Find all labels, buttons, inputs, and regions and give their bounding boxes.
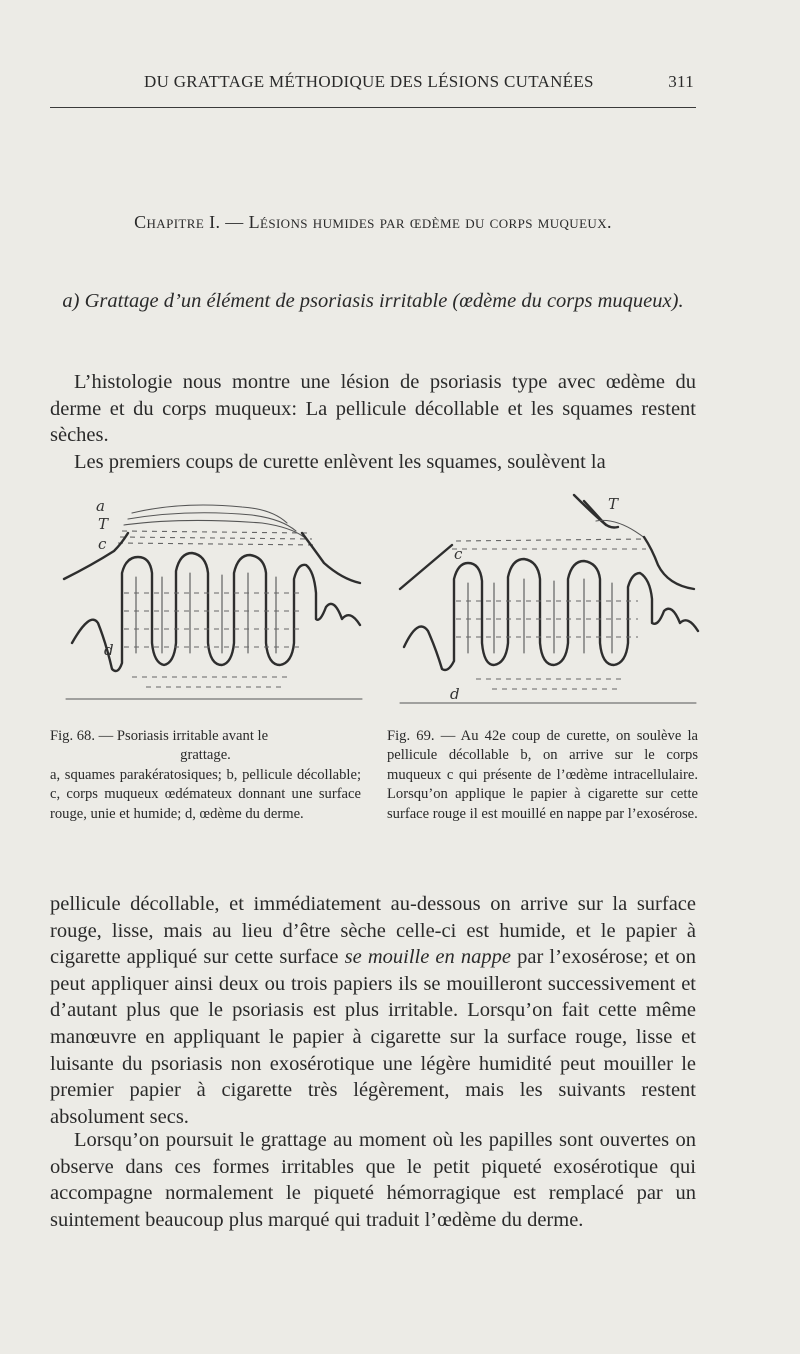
figure-68-illustration xyxy=(62,493,374,711)
paragraph-surface-humid-b: par l’exosérose; et on peut appliquer ainsi deux ou trois papiers ils se mouilleront successivement et d’autant plus que le psoriasis est plus irritable. Lorsqu’on fait cette même manœuvre en appliquant le papier à cigarette sur la surface rouge, lisse et luisante du psoriasis non exosérotique une légère humidité peut mouiller le premier papier à cigarette très légèrement, mais les suivants restent absolument secs. xyxy=(50,946,696,1128)
paragraph-emphasis: se mouille en nappe xyxy=(344,946,511,969)
figure-69-illustration xyxy=(396,493,708,711)
fig68-label-a: a xyxy=(96,497,105,515)
running-head-title: DU GRATTAGE MÉTHODIQUE DES LÉSIONS CUTANÉES xyxy=(144,72,594,91)
paragraph-surface-humid-a: pellicule décollable, et immédiatement au-dessous on arrive sur la surface rouge, lisse, mais au lieu d’être sèche celle-ci est humide, et le papier à cigarette appliqué sur cette surface xyxy=(50,893,696,969)
fig68-label-c: c xyxy=(98,535,107,553)
paragraph-papillae: Lorsqu’on poursuit le grattage au moment où les papilles sont ouvertes on observe dans ces formes irritables que le petit piqueté exosérotique qui accompagne normalement le piqueté hémorragique est remplacé par un suintement beaucoup plus marqué qui traduit l’œdème du derme. xyxy=(50,1129,696,1231)
fig68-label-d: d xyxy=(104,641,114,659)
fig69-label-c: c xyxy=(454,545,463,563)
figure-69-caption: Fig. 69. — Au 42e coup de curette, on soulève la pellicule décollable b, on arrive sur le corps muqueux c qui présente de l’œdème intracellulaire. Lorsqu’on applique le papier à cigarette sur cette surface rouge il est mouillé en nappe par l’exosérose. xyxy=(387,728,698,822)
fig68-label-b: T xyxy=(98,515,109,533)
fig69-label-d: d xyxy=(450,685,460,703)
chapter-heading: Chapitre I. — Lésions humides par œdème du corps muqueux. xyxy=(134,212,612,232)
header-rule xyxy=(50,107,696,108)
page-number: 311 xyxy=(668,72,694,91)
section-heading: a) Grattage d’un élément de psoriasis irritable (œdème du corps muqueux). xyxy=(62,290,684,312)
paragraph-histology: L’histologie nous montre une lésion de psoriasis type avec œdème du derme et du corps muqueux: La pellicule décollable et les squames restent sèches. xyxy=(50,371,696,447)
figure-68-caption xyxy=(50,727,361,824)
figure-68-caption-title: Fig. 68. — Psoriasis irritable avant le xyxy=(50,728,269,744)
paragraph-surface-humid xyxy=(50,891,696,1130)
figure-68-caption-title-cont: grattage. xyxy=(180,747,231,764)
paragraph-first-strokes: Les premiers coups de curette enlèvent les squames, soulèvent la xyxy=(74,451,606,473)
figure-68-caption-legend: a, squames parakératosiques; b, pellicule décollable; c, corps muqueux œdémateux donnant une surface rouge, unie et humide; d, œdème du derme. xyxy=(50,766,361,822)
fig69-label-b: T xyxy=(608,495,619,513)
